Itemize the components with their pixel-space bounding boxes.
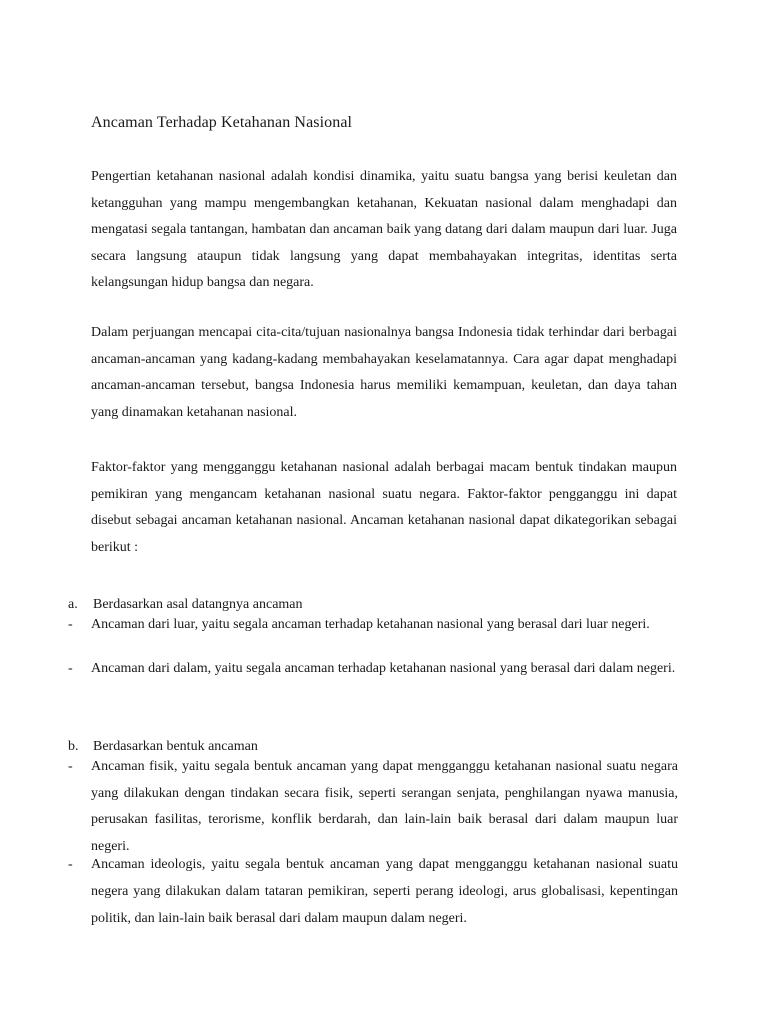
list-item bbox=[68, 656, 678, 682]
list-dash: - bbox=[68, 661, 73, 676]
list-item-text: Ancaman ideologis, yaitu segala bentuk ancaman yang dapat mengganggu ketahanan nasional suatu negera yang dilakukan dalam tataran pemikiran, seperti perang ideologi, arus globalisasi, kepentingan politik, dan lain-lain baik berasal dari dalam maupun dalam negeri. bbox=[91, 857, 678, 926]
section-letter: b. bbox=[68, 739, 79, 754]
list-item bbox=[68, 851, 678, 932]
section-heading-text: Berdasarkan bentuk ancaman bbox=[93, 739, 258, 754]
list-dash: - bbox=[68, 857, 73, 872]
list-item bbox=[68, 612, 678, 638]
page-title: Ancaman Terhadap Ketahanan Nasional bbox=[91, 114, 353, 131]
list-item-text: Ancaman dari dalam, yaitu segala ancaman terhadap ketahanan nasional yang berasal dari dalam negeri. bbox=[91, 661, 676, 676]
paragraph-struggle: Dalam perjuangan mencapai cita-cita/tujuan nasionalnya bangsa Indonesia tidak terhindar dari berbagai ancaman-ancaman yang kadang-kadang membahayakan keselamatannya. Cara agar dapat menghadapi ancaman-ancaman tersebut, bangsa Indonesia harus memiliki kemampuan, keuletan, dan daya tahan yang dinamakan ketahanan nasional. bbox=[91, 325, 677, 420]
list-dash: - bbox=[68, 759, 73, 774]
list-item-text: Ancaman fisik, yaitu segala bentuk ancaman yang dapat mengganggu ketahanan nasional suatu negara yang dilakukan dengan tindakan secara fisik, seperti serangan senjata, penghilangan nyawa manusia, perusakan fasilitas, terorisme, konflik berdarah, dan lain-lain baik berasal dari dalam maupun luar negeri. bbox=[91, 759, 678, 854]
paragraph-definition: Pengertian ketahanan nasional adalah kondisi dinamika, yaitu suatu bangsa yang berisi keuletan dan ketangguhan yang mampu mengembangkan ketahanan, Kekuatan nasional dalam menghadapi dan mengatasi segala tantangan, hambatan dan ancaman baik yang datang dari dalam maupun dari luar. Juga secara langsung ataupun tidak langsung yang dapat membahayakan integritas, identitas serta kelangsungan hidup bangsa dan negara. bbox=[91, 169, 677, 290]
list-item bbox=[68, 754, 678, 860]
section-heading-text: Berdasarkan asal datangnya ancaman bbox=[93, 597, 303, 612]
list-item-text: Ancaman dari luar, yaitu segala ancaman terhadap ketahanan nasional yang berasal dari luar negeri. bbox=[91, 617, 650, 632]
paragraph-factors: Faktor-faktor yang mengganggu ketahanan nasional adalah berbagai macam bentuk tindakan maupun pemikiran yang mengancam ketahanan nasional suatu negara. Faktor-faktor pengganggu ini dapat disebut sebagai ancaman ketahanan nasional. Ancaman ketahanan nasional dapat dikategorikan sebagai berikut : bbox=[91, 460, 677, 555]
section-letter: a. bbox=[68, 597, 78, 612]
list-dash: - bbox=[68, 617, 73, 632]
